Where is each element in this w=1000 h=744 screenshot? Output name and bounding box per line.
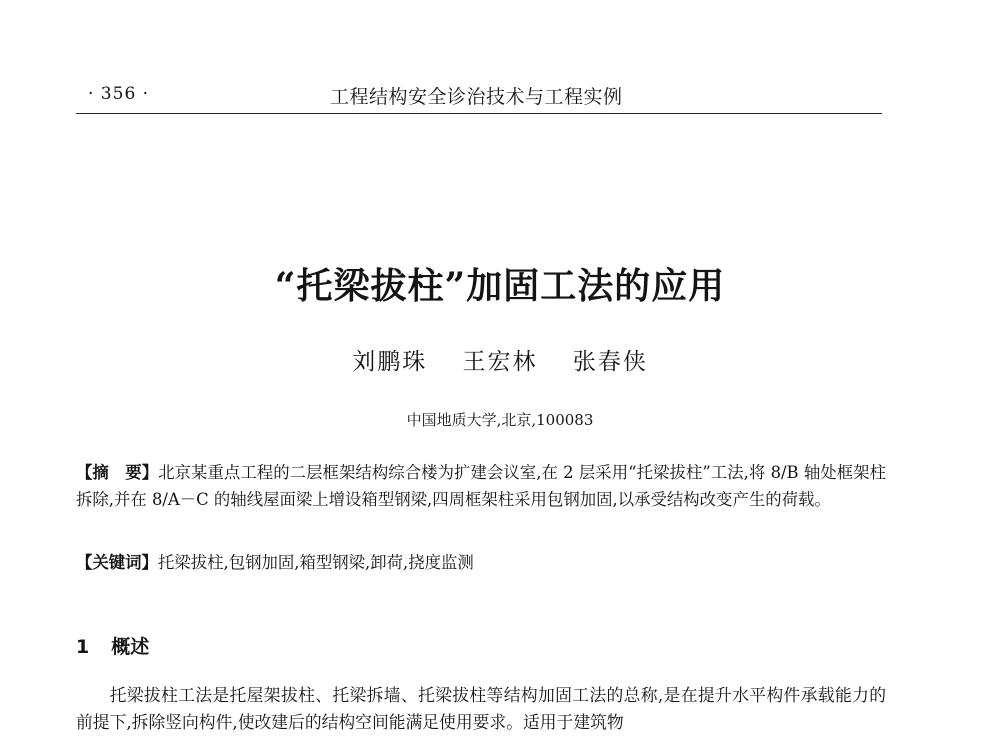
- author-name: 王宏林: [462, 349, 538, 375]
- abstract-label: 【摘 要】: [76, 463, 159, 482]
- header-rule: [76, 113, 882, 114]
- abstract-text: 北京某重点工程的二层框架结构综合楼为扩建会议室,在 2 层采用“托梁拔柱”工法,将 8/B 轴处框架柱拆除,并在 8/A－C 的轴线屋面梁上增设箱型钢梁,四周框架柱采用包钢加固,以承受结构改变产生的荷载。: [76, 463, 886, 509]
- keywords-text: 托梁拔柱,包钢加固,箱型钢梁,卸荷,挠度监测: [157, 553, 474, 572]
- abstract-paragraph: [76, 460, 886, 513]
- keywords-label: 【关键词】: [76, 553, 158, 572]
- book-title: 工程结构安全诊治技术与工程实例: [330, 86, 623, 108]
- author-name: 张春侠: [572, 349, 648, 375]
- running-header: [76, 84, 882, 114]
- body-text: [76, 682, 886, 736]
- section-title: 概述: [111, 636, 150, 658]
- paper-title: “托梁拔柱”加固工法的应用: [274, 265, 726, 307]
- abstract: [76, 460, 886, 513]
- body-paragraph: 托梁拔柱工法是托屋架拔柱、托梁拆墙、托梁拔柱等结构加固工法的总称,是在提升水平构件承载能力的前提下,拆除竖向构件,使改建后的结构空间能满足使用要求。适用于建筑物: [76, 685, 886, 732]
- keywords: [76, 550, 886, 576]
- author-list: [0, 343, 1000, 376]
- page-number: · 356 ·: [88, 84, 150, 104]
- section-heading: [76, 632, 149, 659]
- affiliation: 中国地质大学,北京,100083: [406, 411, 594, 429]
- author-name: 刘鹏珠: [352, 349, 428, 375]
- section-number: 1: [76, 636, 90, 658]
